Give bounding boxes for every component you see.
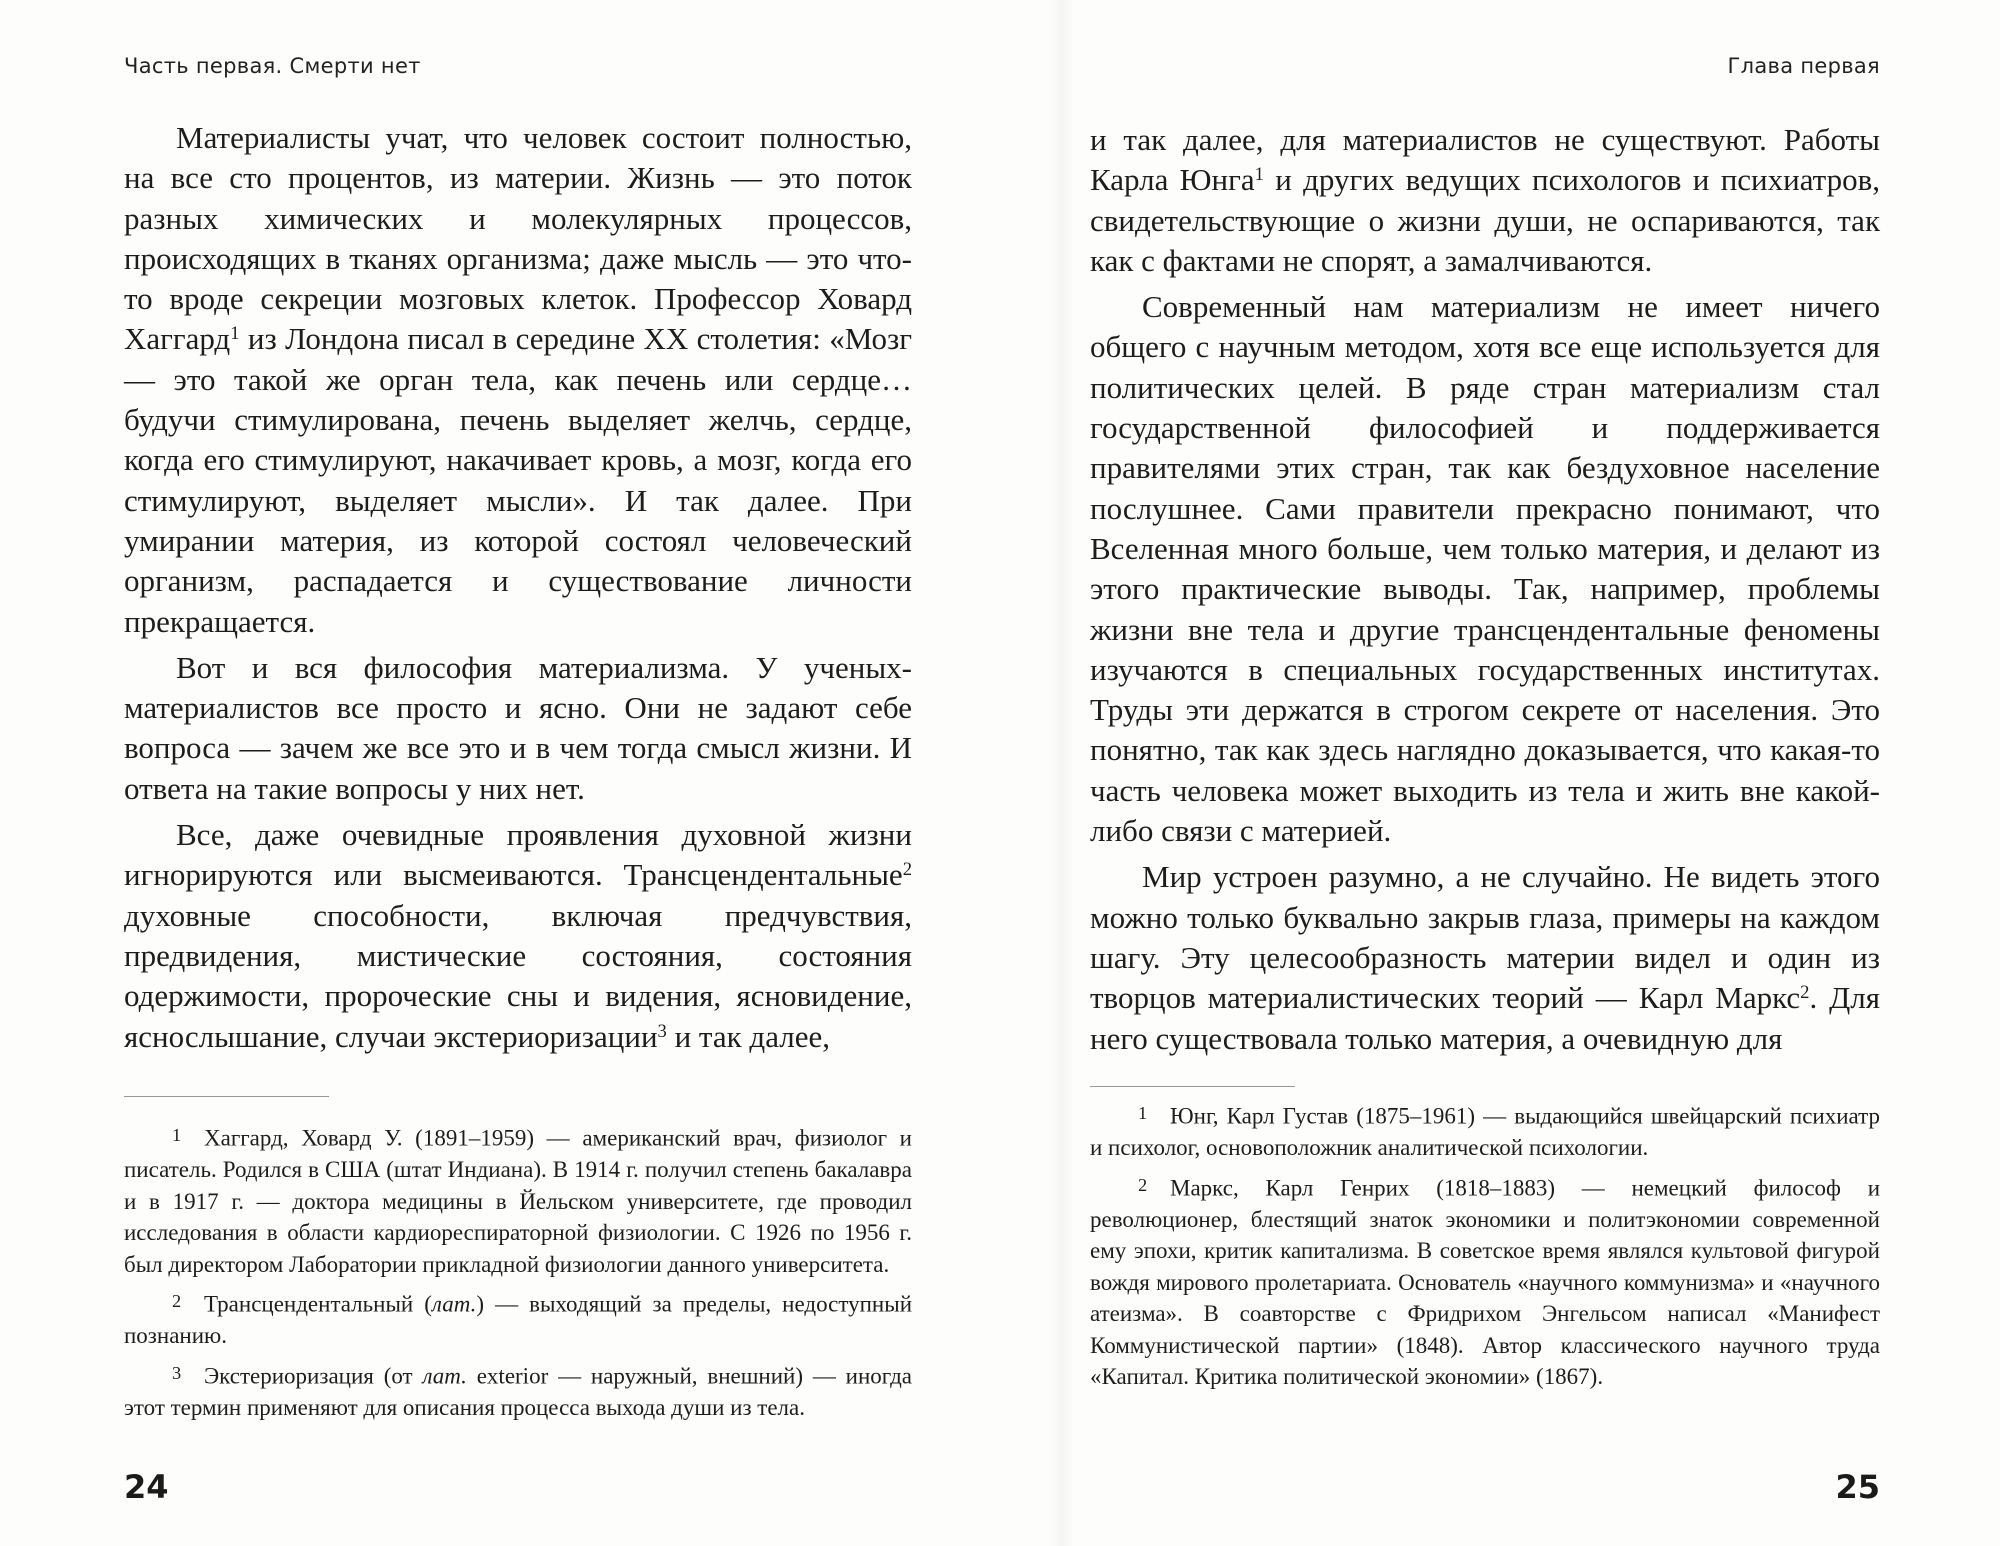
left-footnotes <box>124 1120 912 1429</box>
book-gutter <box>1050 0 1074 1546</box>
right-body-text <box>1090 120 1880 1059</box>
right-footnote-1: 1 Юнг, Карл Густав (1875–1961) — выдающийся швейцарский психиатр и психолог, основоположник аналитической психологии. <box>1090 1103 1880 1161</box>
right-footnote-2: 2 Маркс, Карл Генрих (1818–1883) — немецкий философ и революционер, блестящий знаток экономики и политэкономии современной ему эпохи, критик капитализма. В советское время являлся культовой фигурой вождя мирового пролетариата. Основатель «научного коммунизма» и «научного атеизма». В соавторстве с Фридрихом Энгельсом написал «Манифест Коммунистической партии» (1848). Автор классического научного труда «Капитал. Критика политической экономии» (1867). <box>1090 1174 1880 1390</box>
left-running-head: Часть первая. Смерти нет <box>124 54 421 78</box>
left-footnote-rule <box>124 1096 329 1097</box>
left-page-number: 24 <box>124 1468 169 1506</box>
left-footnote-1: 1 Хаггард, Ховард У. (1891–1959) — американский врач, физиолог и писатель. Родился в США (штат Индиана). В 1914 г. получил степень бакалавра и в 1917 г. — доктора медицины в Йельском университете, где проводил исследования в области кардиореспираторной физиологии. С 1926 по 1956 г. был директором Лаборатории прикладной физиологии данного университета. <box>124 1125 912 1277</box>
footnote-ref-2[interactable]: 2 <box>1800 982 1810 1004</box>
footnote-ref-1[interactable]: 1 <box>1254 164 1264 186</box>
left-paragraph-3: Все, даже очевидные проявления духовной жизни игнорируются или высмеиваются. Трансцендентальные$^2$ духовные способности, включая предчувствия, предвидения, мистические состояния, состояния одержимости, пророческие сны и видения, ясновидение, яснослышание, случаи экстериоризации$^3$ и так далее, <box>124 817 912 1054</box>
left-footnote-3: 3 Экстериоризация (от лат. exterior — наружный, внешний) — иногда этот термин применяют для описания процесса выхода души из тела. <box>124 1362 912 1420</box>
footnote-ref-3[interactable]: 3 <box>657 1020 667 1042</box>
left-paragraph-2: Вот и вся философия материализма. У ученых-материалистов все просто и ясно. Они не задают себе вопроса — зачем же все это и в чем тогда смысл жизни. И ответа на такие вопросы у них нет. <box>124 649 912 806</box>
left-body-text <box>124 118 912 1057</box>
left-footnote-2: 2 Трансцендентальный (лат.) — выходящий за пределы, недоступный познанию. <box>124 1291 912 1349</box>
right-page <box>1090 0 1880 1546</box>
right-paragraph-continued: и так далее, для материалистов не существуют. Работы Карла Юнга$^1$ и других ведущих психологов и психиатров, свидетельствующие о жизни души, не оспариваются, так как с фактами не спорят, а замалчиваются. <box>1090 122 1880 278</box>
footnote-ref-1[interactable]: 1 <box>230 323 240 345</box>
right-paragraph-2: Мир устроен разумно, а не случайно. Не видеть этого можно только буквально закрыв глаза, примеры на каждом шагу. Эту целесообразность материи видел и один из творцов материалистических теорий — Карл Маркс$^2$. Для него существовала только материя, а очевидную для <box>1090 859 1881 1056</box>
footnote-ref-2[interactable]: 2 <box>902 859 912 881</box>
right-paragraph-1: Современный нам материализм не имеет ничего общего с научным методом, хотя все еще используется для политических целей. В ряде стран материализм стал государственной философией и поддерживается правителями этих стран, так как бездуховное население послушнее. Сами правители прекрасно понимают, что Вселенная много больше, чем только материя, и делают из этого практические выводы. Так, например, проблемы жизни вне тела и другие трансцендентальные феномены изучаются в специальных государственных институтах. Труды эти держатся в строгом секрете от населения. Это понятно, так как здесь наглядно доказывается, что какая-то часть человека может выходить из тела и жить вне какой-либо связи с материей. <box>1090 289 1880 849</box>
right-footnotes <box>1090 1098 1880 1399</box>
right-footnote-rule <box>1090 1086 1295 1087</box>
right-running-head: Глава первая <box>1727 54 1880 78</box>
left-paragraph-1: Материалисты учат, что человек состоит полностью, на все сто процентов, из материи. Жизнь — это поток разных химических и молекулярных процессов, происходящих в тканях организма; даже мысль — это что-то вроде секреции мозговых клеток. Профессор Ховард Хаггард$^1$ из Лондона писал в середине XX столетия: «Мозг — это такой же орган тела, как печень или сердце… будучи стимулирована, печень выделяет желчь, сердце, когда его стимулируют, накачивает кровь, а мозг, когда его стимулируют, выделяет мысли». И так далее. При умирании материя, из которой состоял человеческий организм, распадается и существование личности прекращается. <box>124 120 912 639</box>
right-page-number: 25 <box>1835 1468 1880 1506</box>
left-page <box>124 0 912 1546</box>
